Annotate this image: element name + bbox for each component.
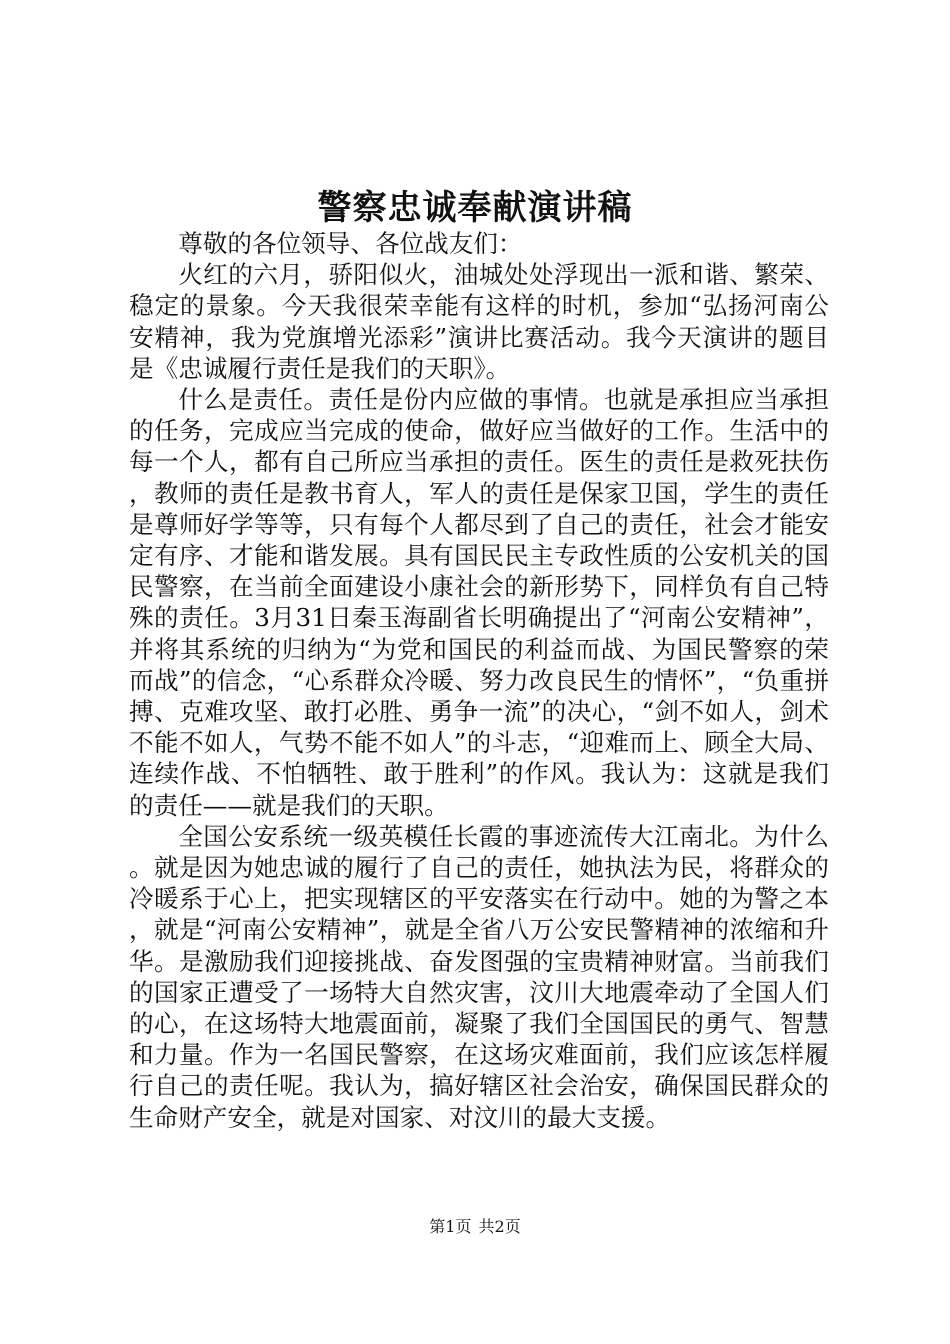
page-number: 第1页 xyxy=(429,1217,472,1236)
responsibility-paragraph: 什么是责任。责任是份内应做的事情。也就是承担应当承担的任务，完成应当完成的使命，做好应当做好的工作。生活中的每一个人，都有自己所应当承担的责任。医生的责任是救死扶伤，教师的责任是教书育人，军人的责任是保家卫国，学生的责任是尊师好学等等，只有每个人都尽到了自己的责任，社会才能安定有序、才能和谐发展。具有国民民主专政性质的公安机关的国民警察，在当前全面建设小康社会的新形势下，同样负有自己特殊的责任。3月31日秦玉海副省长明确提出了“河南公安精神”，并将其系统的归纳为“为党和国民的利益而战、为国民警察的荣而战”的信念，“心系群众冷暖、努力改良民生的情怀”，“负重拼搏、克难攻坚、敢打必胜、勇争一流”的决心，“剑不如人，剑术不能不如人，气势不能不如人”的斗志，“迎难而上、顾全大局、连续作战、不怕牺牲、敢于胜利”的作风。我认为：这就是我们的责任——就是我们的天职。 xyxy=(129,385,829,820)
document-body xyxy=(129,228,829,1133)
page-total: 共2页 xyxy=(478,1217,521,1236)
salutation-paragraph: 尊敬的各位领导、各位战友们： xyxy=(178,229,523,258)
hero-example-paragraph: 全国公安系统一级英模任长霞的事迹流传大江南北。为什么。就是因为她忠诚的履行了自己的责任，她执法为民，将群众的冷暖系于心上，把实现辖区的平安落实在行动中。她的为警之本，就是“河南公安精神”，就是全省八万公安民警精神的浓缩和升华。是激励我们迎接挑战、奋发图强的宝贵精神财富。当前我们的国家正遭受了一场特大自然灾害，汶川大地震牵动了全国人们的心，在这场特大地震面前，凝聚了我们全国国民的勇气、智慧和力量。作为一名国民警察，在这场灾难面前，我们应该怎样履行自己的责任呢。我认为，搞好辖区社会治安，确保国民群众的生命财产安全，就是对国家、对汶川的最大支援。 xyxy=(129,821,829,1132)
intro-paragraph: 火红的六月，骄阳似火，油城处处浮现出一派和谐、繁荣、稳定的景象。今天我很荣幸能有这样的时机，参加“弘扬河南公安精神，我为党旗增光添彩”演讲比赛活动。我今天演讲的题目是《忠诚履行责任是我们的天职》。 xyxy=(129,260,829,383)
page-footer xyxy=(0,1216,950,1238)
document-title: 警察忠诚奉献演讲稿 xyxy=(317,188,633,228)
